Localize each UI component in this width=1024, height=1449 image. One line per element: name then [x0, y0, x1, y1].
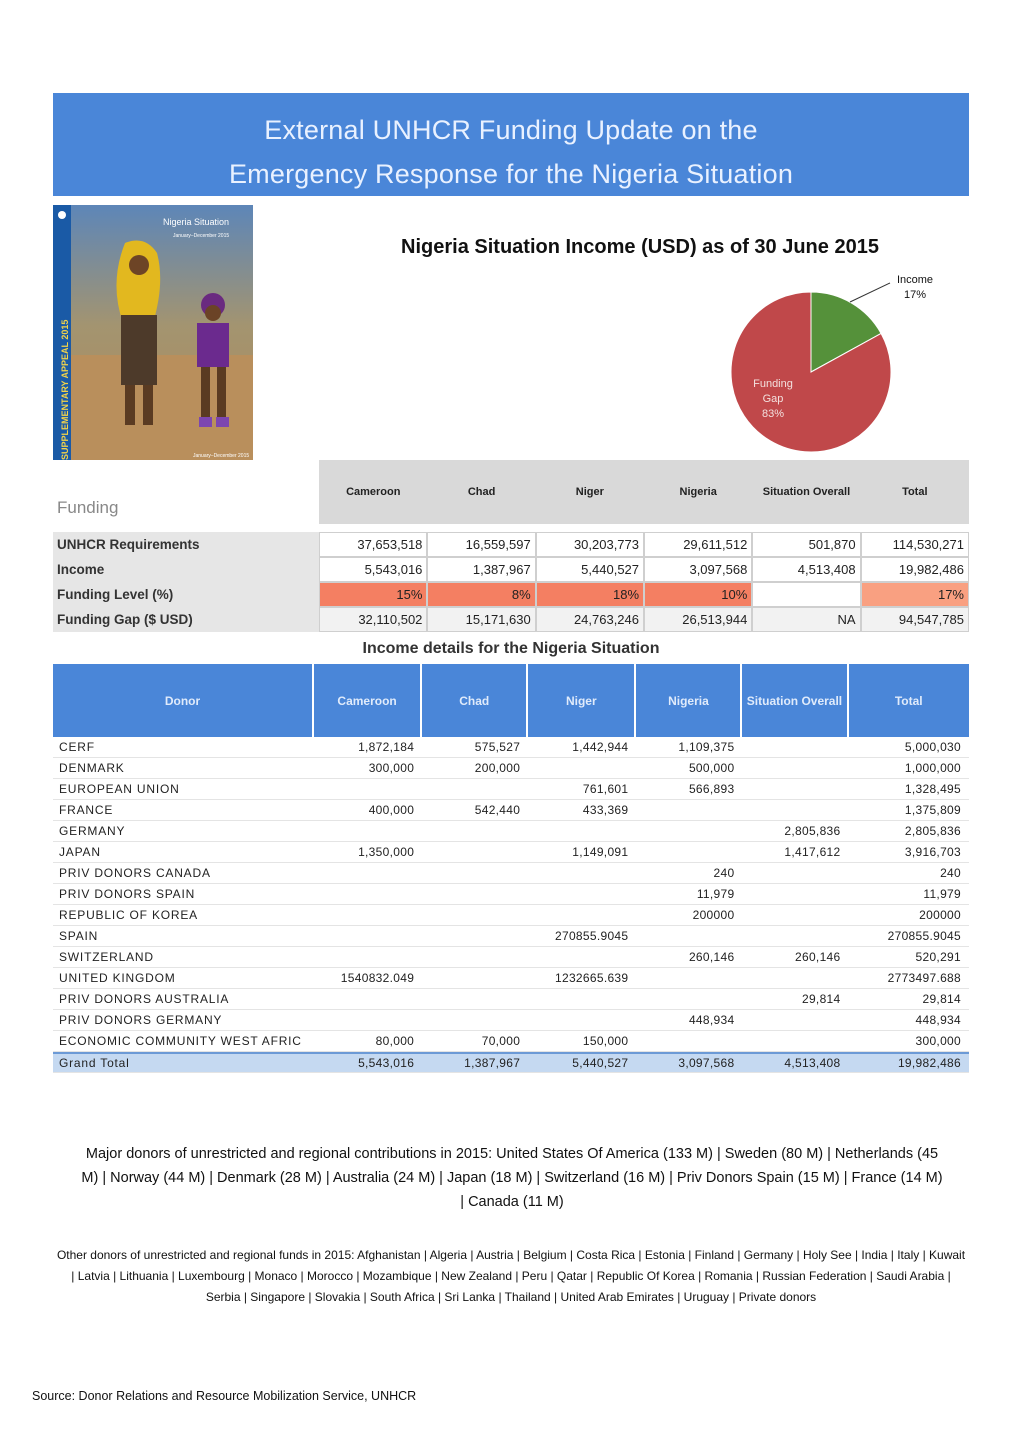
donor-amount-cell — [422, 968, 528, 989]
donor-amount-cell: 542,440 — [422, 800, 528, 821]
summary-row-funding-level — [53, 582, 969, 607]
summary-cell: 37,653,518 — [319, 532, 427, 557]
summary-header-row — [53, 460, 969, 524]
summary-cell: 24,763,246 — [536, 607, 644, 632]
donor-amount-cell: 1,375,809 — [849, 800, 970, 821]
summary-cell: 19,982,486 — [861, 557, 969, 582]
donor-amount-cell: 19,982,486 — [849, 1052, 970, 1073]
donor-amount-cell: 520,291 — [849, 947, 970, 968]
donor-amount-cell — [422, 947, 528, 968]
table-row — [53, 884, 969, 905]
donor-amount-cell: 1,442,944 — [528, 737, 636, 758]
summary-col-header: Total — [861, 460, 969, 524]
pie-label-gap-value: 83% — [761, 408, 785, 420]
source-note: Source: Donor Relations and Resource Mobilization Service, UNHCR — [32, 1389, 417, 1403]
donor-amount-cell — [314, 863, 422, 884]
donor-amount-cell: 1,149,091 — [528, 842, 636, 863]
table-row — [53, 947, 969, 968]
donor-name: REPUBLIC OF KOREA — [53, 905, 314, 926]
donor-amount-cell — [422, 905, 528, 926]
table-row — [53, 1031, 969, 1052]
donor-amount-cell: 3,916,703 — [849, 842, 970, 863]
donor-amount-cell: 70,000 — [422, 1031, 528, 1052]
summary-cell: 29,611,512 — [644, 532, 752, 557]
donor-amount-cell: 433,369 — [528, 800, 636, 821]
details-col-header: Donor — [53, 664, 314, 737]
donor-amount-cell: 1,328,495 — [849, 779, 970, 800]
donor-name: GERMANY — [53, 821, 314, 842]
donor-amount-cell: 1,387,967 — [422, 1052, 528, 1073]
donor-amount-cell: 11,979 — [849, 884, 970, 905]
donor-amount-cell — [636, 1031, 742, 1052]
donor-amount-cell — [636, 926, 742, 947]
donor-amount-cell — [422, 779, 528, 800]
pie-leader-line — [850, 283, 890, 302]
summary-row-label: Funding Gap ($ USD) — [53, 607, 319, 632]
donor-amount-cell: 80,000 — [314, 1031, 422, 1052]
donor-amount-cell: 500,000 — [636, 758, 742, 779]
donor-name: JAPAN — [53, 842, 314, 863]
details-col-header: Total — [849, 664, 970, 737]
donor-amount-cell — [314, 884, 422, 905]
summary-col-header: Cameroon — [319, 460, 427, 524]
donor-name: SWITZERLAND — [53, 947, 314, 968]
donor-amount-cell: 1,417,612 — [742, 842, 848, 863]
donor-amount-cell — [314, 905, 422, 926]
donor-name: PRIV DONORS SPAIN — [53, 884, 314, 905]
donor-amount-cell — [314, 779, 422, 800]
donor-amount-cell — [422, 926, 528, 947]
summary-cell: 8% — [427, 582, 535, 607]
summary-cell: 3,097,568 — [644, 557, 752, 582]
donor-amount-cell: 260,146 — [636, 947, 742, 968]
donor-amount-cell: 11,979 — [636, 884, 742, 905]
donor-amount-cell: 2,805,836 — [849, 821, 970, 842]
donor-amount-cell — [742, 905, 848, 926]
table-row — [53, 737, 969, 758]
details-col-header: Situation Overall — [742, 664, 848, 737]
donor-name: ECONOMIC COMMUNITY WEST AFRIC — [53, 1031, 314, 1052]
summary-col-header: Situation Overall — [752, 460, 860, 524]
donor-amount-cell — [314, 947, 422, 968]
cover-title: Nigeria Situation — [163, 217, 230, 227]
donor-amount-cell: 1,109,375 — [636, 737, 742, 758]
donor-name: PRIV DONORS CANADA — [53, 863, 314, 884]
details-col-header: Chad — [422, 664, 528, 737]
donor-amount-cell — [422, 1010, 528, 1031]
summary-cell: 15,171,630 — [427, 607, 535, 632]
donor-amount-cell: 761,601 — [528, 779, 636, 800]
summary-cell: 5,543,016 — [319, 557, 427, 582]
summary-cell: 32,110,502 — [319, 607, 427, 632]
major-donors-text: Major donors of unrestricted and regional contributions in 2015: United States Of America (133 M) | Sweden (80 M) | Netherlands (45 M) | Norway (44 M) | Denmark (28 M) | Australia (24 M) | Japan (18 M) | Switzerland (16 M) | Priv Donors Spain (15 M) | France (14 M) | Canada (11 M) — [81, 1146, 943, 1210]
donor-amount-cell — [528, 905, 636, 926]
summary-cell — [752, 582, 860, 607]
table-row — [53, 968, 969, 989]
summary-cell: 4,513,408 — [752, 557, 860, 582]
donor-amount-cell: 5,543,016 — [314, 1052, 422, 1073]
table-row — [53, 779, 969, 800]
banner-title-line1: External UNHCR Funding Update on the — [264, 115, 758, 145]
table-row — [53, 1010, 969, 1031]
donor-amount-cell — [314, 1010, 422, 1031]
cover-side-text: SUPPLEMENTARY APPEAL 2015 — [60, 319, 70, 460]
donor-amount-cell — [636, 968, 742, 989]
donor-name: UNITED KINGDOM — [53, 968, 314, 989]
summary-cell: NA — [752, 607, 860, 632]
donor-amount-cell — [742, 1031, 848, 1052]
donor-amount-cell — [528, 1010, 636, 1031]
summary-cell: 501,870 — [752, 532, 860, 557]
donor-name: SPAIN — [53, 926, 314, 947]
donor-amount-cell: 29,814 — [849, 989, 970, 1010]
donor-amount-cell: 260,146 — [742, 947, 848, 968]
donor-amount-cell — [422, 989, 528, 1010]
donor-amount-cell: 448,934 — [849, 1010, 970, 1031]
summary-col-header: Chad — [427, 460, 535, 524]
donor-amount-cell: 300,000 — [849, 1031, 970, 1052]
donor-amount-cell — [528, 947, 636, 968]
donor-amount-cell: 2773497.688 — [849, 968, 970, 989]
details-col-header: Niger — [528, 664, 636, 737]
donor-amount-cell — [422, 821, 528, 842]
donor-amount-cell: 29,814 — [742, 989, 848, 1010]
donor-amount-cell — [314, 989, 422, 1010]
summary-cell: 1,387,967 — [427, 557, 535, 582]
donor-amount-cell: 3,097,568 — [636, 1052, 742, 1073]
donor-name: FRANCE — [53, 800, 314, 821]
donor-amount-cell — [742, 863, 848, 884]
details-col-header: Nigeria — [636, 664, 742, 737]
table-row — [53, 905, 969, 926]
donor-amount-cell — [636, 821, 742, 842]
income-pie-chart — [700, 262, 980, 462]
table-row — [53, 842, 969, 863]
donor-amount-cell: 5,440,527 — [528, 1052, 636, 1073]
donor-amount-cell — [422, 842, 528, 863]
title-banner — [53, 93, 969, 196]
donor-amount-cell: 400,000 — [314, 800, 422, 821]
donor-amount-cell: 566,893 — [636, 779, 742, 800]
donor-amount-cell: 240 — [636, 863, 742, 884]
donor-amount-cell — [742, 1010, 848, 1031]
donor-amount-cell — [742, 779, 848, 800]
donor-amount-cell — [528, 863, 636, 884]
summary-cell: 16,559,597 — [427, 532, 535, 557]
donor-amount-cell — [528, 758, 636, 779]
donor-amount-cell: 270855.9045 — [528, 926, 636, 947]
donor-amount-cell: 1,872,184 — [314, 737, 422, 758]
donor-amount-cell — [314, 821, 422, 842]
cover-subtitle: January–December 2015 — [173, 233, 230, 239]
unhcr-logo-icon — [58, 211, 66, 219]
cover-date: January–December 2015 — [193, 453, 250, 459]
table-row — [53, 758, 969, 779]
donor-amount-cell: 4,513,408 — [742, 1052, 848, 1073]
appeal-cover-image — [53, 205, 253, 473]
donor-amount-cell: 240 — [849, 863, 970, 884]
pie-label-income-value: 17% — [903, 289, 927, 301]
pie-label-income-name: Income — [896, 274, 934, 286]
donor-amount-cell — [742, 884, 848, 905]
donor-amount-cell — [742, 737, 848, 758]
donor-amount-cell: 200,000 — [422, 758, 528, 779]
donor-name: Grand Total — [53, 1052, 314, 1073]
summary-row-requirements — [53, 532, 969, 557]
details-col-header: Cameroon — [314, 664, 422, 737]
other-donors-text: Other donors of unrestricted and regional funds in 2015: Afghanistan | Algeria | Austria | Belgium | Costa Rica | Estonia | Finland | Germany | Holy See | India | Italy | Kuwait | Latvia | Lithuania | Luxembourg | Monaco | Morocco | Mozambique | New Zealand | Peru | Qatar | Republic Of Korea | Romania | Russian Federation | Saudi Arabia | Serbia | Singapore | Slovakia | South Africa | Sri Lanka | Thailand | United Arab Emirates | Uruguay | Private donors — [56, 1248, 966, 1304]
donor-amount-cell: 270855.9045 — [849, 926, 970, 947]
summary-header-label: Funding — [53, 460, 319, 524]
donor-name: PRIV DONORS AUSTRALIA — [53, 989, 314, 1010]
donor-amount-cell — [636, 800, 742, 821]
summary-row-label: Funding Level (%) — [53, 582, 319, 607]
table-row — [53, 821, 969, 842]
donor-amount-cell — [636, 989, 742, 1010]
summary-row-label: UNHCR Requirements — [53, 532, 319, 557]
donor-amount-cell — [422, 884, 528, 905]
donor-amount-cell — [742, 926, 848, 947]
funding-summary-table — [53, 460, 969, 632]
summary-col-header: Nigeria — [644, 460, 752, 524]
donor-amount-cell: 1232665.639 — [528, 968, 636, 989]
donor-amount-cell — [742, 758, 848, 779]
table-row — [53, 863, 969, 884]
summary-row-funding-gap — [53, 607, 969, 632]
summary-cell: 114,530,271 — [861, 532, 969, 557]
summary-cell: 94,547,785 — [861, 607, 969, 632]
details-header-row — [53, 664, 969, 737]
table-row — [53, 800, 969, 821]
income-details-title: Income details for the Nigeria Situation — [362, 640, 660, 657]
donor-amount-cell: 200000 — [849, 905, 970, 926]
summary-cell: 10% — [644, 582, 752, 607]
donor-amount-cell — [636, 842, 742, 863]
donor-name: DENMARK — [53, 758, 314, 779]
summary-cell: 18% — [536, 582, 644, 607]
donor-amount-cell: 200000 — [636, 905, 742, 926]
donor-amount-cell: 1,000,000 — [849, 758, 970, 779]
summary-cell: 5,440,527 — [536, 557, 644, 582]
pie-label-gap-name: Funding Gap — [753, 378, 793, 405]
donor-amount-cell — [742, 800, 848, 821]
summary-row-income — [53, 557, 969, 582]
donor-amount-cell: 2,805,836 — [742, 821, 848, 842]
donor-amount-cell: 575,527 — [422, 737, 528, 758]
donor-amount-cell: 1,350,000 — [314, 842, 422, 863]
pie-label-income — [890, 273, 940, 303]
donor-amount-cell — [528, 821, 636, 842]
summary-cell: 17% — [861, 582, 969, 607]
donor-amount-cell: 5,000,030 — [849, 737, 970, 758]
donor-name: CERF — [53, 737, 314, 758]
table-row — [53, 926, 969, 947]
table-row — [53, 989, 969, 1010]
donor-amount-cell — [314, 926, 422, 947]
donor-amount-cell — [528, 884, 636, 905]
chart-title: Nigeria Situation Income (USD) as of 30 June 2015 — [401, 236, 879, 258]
summary-col-header: Niger — [536, 460, 644, 524]
donor-amount-cell — [528, 989, 636, 1010]
donor-amount-cell: 1540832.049 — [314, 968, 422, 989]
donor-amount-cell: 150,000 — [528, 1031, 636, 1052]
donor-amount-cell — [742, 968, 848, 989]
donor-name: PRIV DONORS GERMANY — [53, 1010, 314, 1031]
donor-amount-cell: 300,000 — [314, 758, 422, 779]
donor-amount-cell: 448,934 — [636, 1010, 742, 1031]
banner-title-line2: Emergency Response for the Nigeria Situation — [228, 159, 794, 189]
donor-name: EUROPEAN UNION — [53, 779, 314, 800]
summary-cell: 15% — [319, 582, 427, 607]
income-details-table — [53, 664, 969, 1073]
summary-row-label: Income — [53, 557, 319, 582]
summary-cell: 30,203,773 — [536, 532, 644, 557]
summary-cell: 26,513,944 — [644, 607, 752, 632]
grand-total-row — [53, 1052, 969, 1073]
pie-label-funding-gap — [746, 377, 800, 422]
donor-amount-cell — [422, 863, 528, 884]
